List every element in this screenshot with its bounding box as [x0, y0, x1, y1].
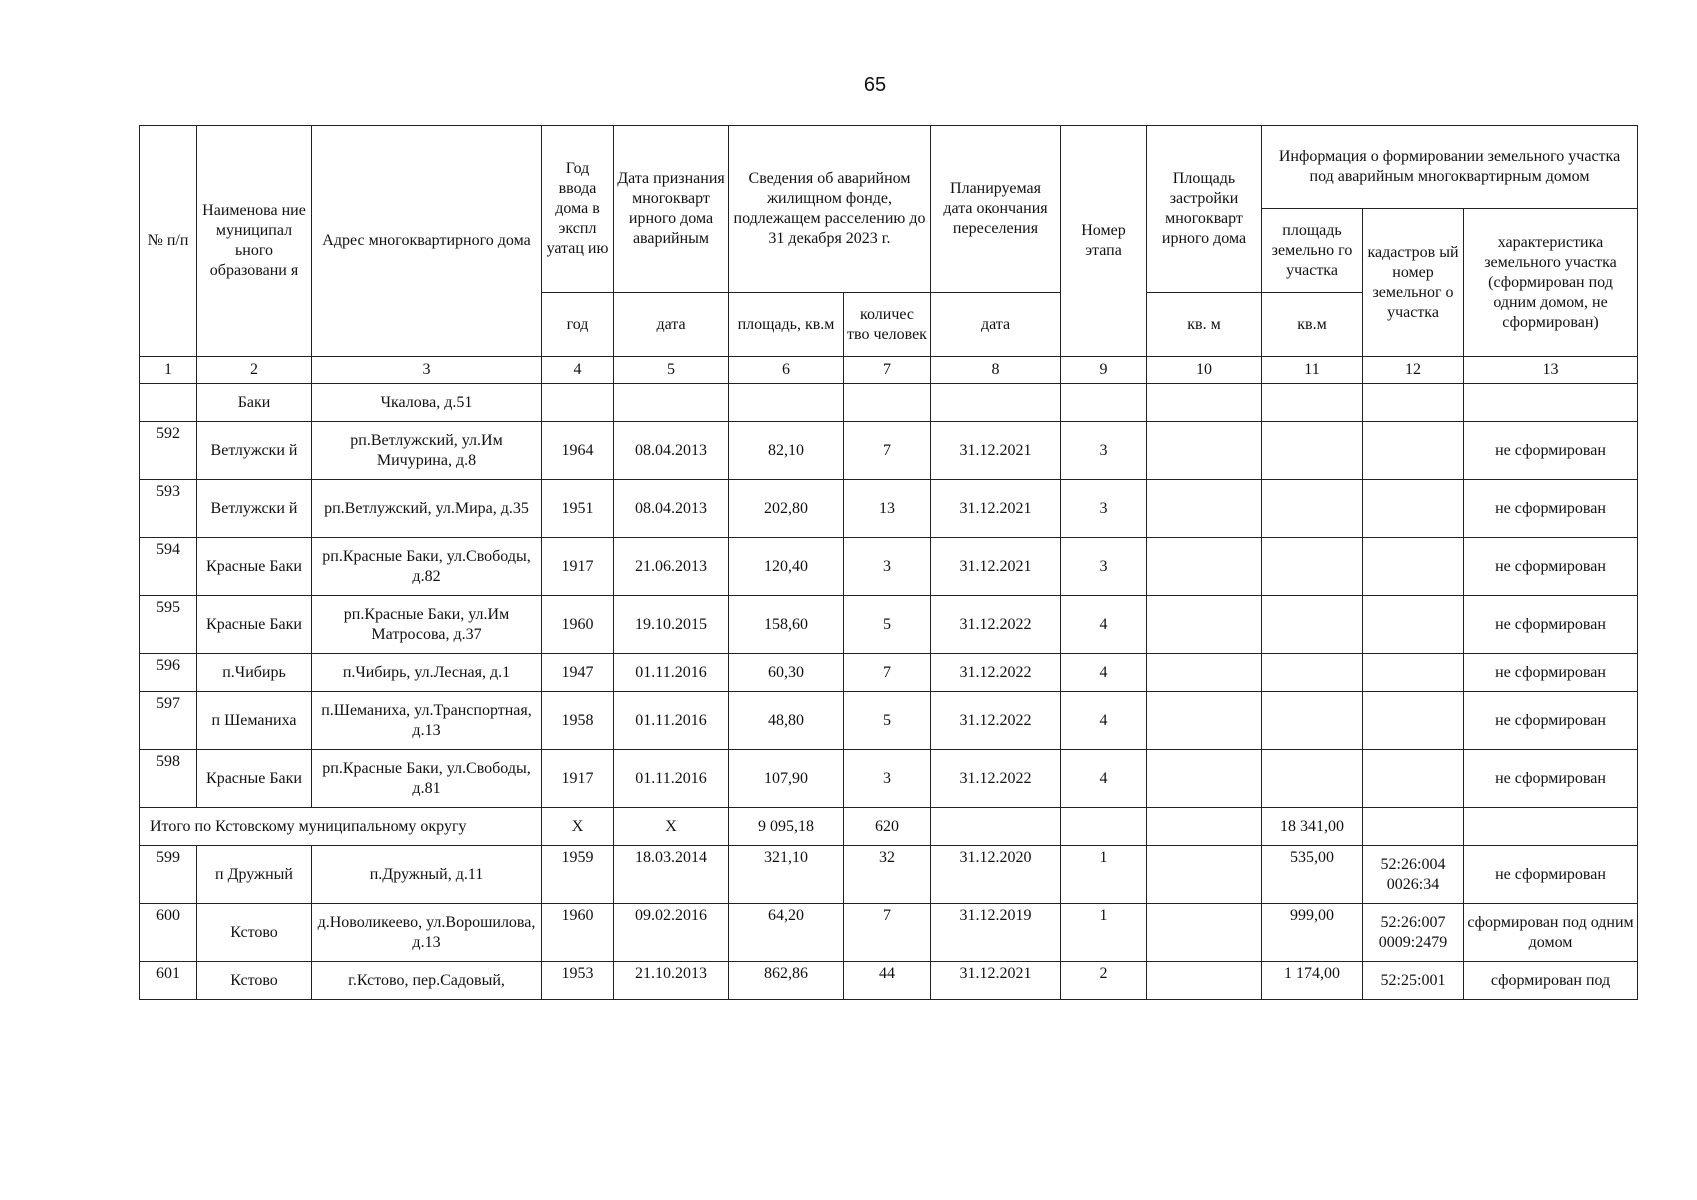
row-stage: 3	[1061, 480, 1147, 538]
header-land-area: площадь земельно го участка	[1262, 209, 1363, 293]
row-building-area	[1147, 422, 1262, 480]
row-recognition-date: 18.03.2014	[614, 846, 729, 904]
row-year	[542, 384, 614, 422]
row-year: 1953	[542, 962, 614, 1000]
header-row-1	[140, 126, 1638, 209]
row-area: 202,80	[729, 480, 844, 538]
header-municipality: Наименова ние муниципал ьного образовани я	[197, 126, 312, 357]
col-number: 11	[1262, 357, 1363, 384]
row-municipality: п.Чибирь	[197, 654, 312, 692]
row-building-area	[1147, 480, 1262, 538]
row-cadastral	[1363, 384, 1464, 422]
row-planned-end: 31.12.2021	[931, 422, 1061, 480]
row-people: 5	[844, 692, 931, 750]
row-number: 600	[140, 904, 197, 962]
header-recognition-date: Дата признания многокварт ирного дома аварийным	[614, 126, 729, 293]
row-address: рп.Ветлужский, ул.Мира, д.35	[312, 480, 542, 538]
col-number: 7	[844, 357, 931, 384]
header-address: Адрес многоквартирного дома	[312, 126, 542, 357]
unit-people: количес тво человек	[844, 293, 931, 357]
row-stage	[1061, 384, 1147, 422]
row-land-char: не сформирован	[1464, 480, 1638, 538]
col-number: 5	[614, 357, 729, 384]
table-row	[140, 538, 1638, 596]
row-land-char: не сформирован	[1464, 750, 1638, 808]
page-number: 65	[863, 74, 887, 96]
row-building-area	[1147, 538, 1262, 596]
row-building-area	[1147, 904, 1262, 962]
row-recognition-date: 09.02.2016	[614, 904, 729, 962]
row-land-char: не сформирован	[1464, 538, 1638, 596]
header-planned-end: Планируемая дата окончания переселения	[931, 126, 1061, 293]
table-row	[140, 480, 1638, 538]
row-land-area	[1262, 596, 1363, 654]
row-address: п.Чибирь, ул.Лесная, д.1	[312, 654, 542, 692]
row-land-char: не сформирован	[1464, 596, 1638, 654]
row-municipality: Ветлужски й	[197, 480, 312, 538]
total-build	[1147, 808, 1262, 846]
table-row	[140, 750, 1638, 808]
row-planned-end: 31.12.2021	[931, 480, 1061, 538]
row-year: 1947	[542, 654, 614, 692]
row-number: 595	[140, 596, 197, 654]
header-land-char: характеристика земельного участка (сформирован под одним домом, не сформирован)	[1464, 209, 1638, 357]
row-planned-end: 31.12.2021	[931, 962, 1061, 1000]
header-stage: Номер этапа	[1061, 126, 1147, 357]
row-land-area	[1262, 538, 1363, 596]
row-cadastral: 52:25:001	[1363, 962, 1464, 1000]
row-area: 120,40	[729, 538, 844, 596]
row-cadastral	[1363, 538, 1464, 596]
row-planned-end: 31.12.2022	[931, 596, 1061, 654]
row-cadastral: 52:26:004 0026:34	[1363, 846, 1464, 904]
row-cadastral	[1363, 692, 1464, 750]
row-recognition-date: 21.10.2013	[614, 962, 729, 1000]
row-year: 1917	[542, 750, 614, 808]
row-people: 7	[844, 904, 931, 962]
col-number: 9	[1061, 357, 1147, 384]
row-number: 598	[140, 750, 197, 808]
row-municipality: п Шеманиха	[197, 692, 312, 750]
row-planned-end: 31.12.2022	[931, 692, 1061, 750]
row-land-char: не сформирован	[1464, 654, 1638, 692]
row-address: рп.Красные Баки, ул.Свободы, д.81	[312, 750, 542, 808]
row-number: 599	[140, 846, 197, 904]
row-recognition-date: 19.10.2015	[614, 596, 729, 654]
unit-year: год	[542, 293, 614, 357]
unit-land-area: кв.м	[1262, 293, 1363, 357]
total-date: X	[614, 808, 729, 846]
row-municipality: Кстово	[197, 962, 312, 1000]
header-land-info: Информация о формировании земельного участка под аварийным многоквартирным домом	[1262, 126, 1638, 209]
row-people: 32	[844, 846, 931, 904]
row-cadastral	[1363, 750, 1464, 808]
col-number: 12	[1363, 357, 1464, 384]
row-area: 48,80	[729, 692, 844, 750]
col-number: 2	[197, 357, 312, 384]
row-address: Чкалова, д.51	[312, 384, 542, 422]
row-year: 1959	[542, 846, 614, 904]
row-recognition-date: 01.11.2016	[614, 654, 729, 692]
col-number: 4	[542, 357, 614, 384]
row-land-area	[1262, 692, 1363, 750]
total-end	[931, 808, 1061, 846]
row-people: 3	[844, 750, 931, 808]
row-area: 82,10	[729, 422, 844, 480]
col-number: 10	[1147, 357, 1262, 384]
row-recognition-date: 08.04.2013	[614, 480, 729, 538]
header-fund-info: Сведения об аварийном жилищном фонде, подлежащем расселению до 31 декабря 2023 г.	[729, 126, 931, 293]
table-row	[140, 596, 1638, 654]
row-stage: 3	[1061, 538, 1147, 596]
row-land-char: сформирован под одним домом	[1464, 904, 1638, 962]
col-number: 6	[729, 357, 844, 384]
total-char	[1464, 808, 1638, 846]
row-area	[729, 384, 844, 422]
row-land-area: 1 174,00	[1262, 962, 1363, 1000]
row-building-area	[1147, 384, 1262, 422]
row-area: 158,60	[729, 596, 844, 654]
row-land-area	[1262, 654, 1363, 692]
row-address: рп.Красные Баки, ул.Им Матросова, д.37	[312, 596, 542, 654]
total-year: X	[542, 808, 614, 846]
total-land: 18 341,00	[1262, 808, 1363, 846]
col-number: 3	[312, 357, 542, 384]
total-people: 620	[844, 808, 931, 846]
unit-area: площадь, кв.м	[729, 293, 844, 357]
row-planned-end: 31.12.2019	[931, 904, 1061, 962]
row-building-area	[1147, 962, 1262, 1000]
row-building-area	[1147, 654, 1262, 692]
row-municipality: Кстово	[197, 904, 312, 962]
row-building-area	[1147, 596, 1262, 654]
row-land-char: не сформирован	[1464, 846, 1638, 904]
header-cadastral: кадастров ый номер земельног о участка	[1363, 209, 1464, 357]
total-cad	[1363, 808, 1464, 846]
row-land-char: не сформирован	[1464, 692, 1638, 750]
row-people: 13	[844, 480, 931, 538]
row-building-area	[1147, 750, 1262, 808]
unit-building-area: кв. м	[1147, 293, 1262, 357]
row-municipality: Красные Баки	[197, 750, 312, 808]
row-area: 60,30	[729, 654, 844, 692]
row-address: п.Дружный, д.11	[312, 846, 542, 904]
table-row	[140, 962, 1638, 1000]
row-stage: 2	[1061, 962, 1147, 1000]
total-label: Итого по Кстовскому муниципальному округу	[140, 808, 542, 846]
header-number: № п/п	[140, 126, 197, 357]
row-planned-end: 31.12.2021	[931, 538, 1061, 596]
row-municipality: Ветлужски й	[197, 422, 312, 480]
col-number: 1	[140, 357, 197, 384]
row-planned-end: 31.12.2022	[931, 654, 1061, 692]
row-area: 862,86	[729, 962, 844, 1000]
row-municipality: п Дружный	[197, 846, 312, 904]
row-people: 3	[844, 538, 931, 596]
row-recognition-date: 21.06.2013	[614, 538, 729, 596]
table-row	[140, 846, 1638, 904]
row-building-area	[1147, 692, 1262, 750]
row-recognition-date: 08.04.2013	[614, 422, 729, 480]
table-row	[140, 692, 1638, 750]
total-area: 9 095,18	[729, 808, 844, 846]
row-cadastral	[1363, 422, 1464, 480]
row-address: д.Новоликеево, ул.Ворошилова, д.13	[312, 904, 542, 962]
col-number: 8	[931, 357, 1061, 384]
total-stage	[1061, 808, 1147, 846]
row-number: 597	[140, 692, 197, 750]
row-area: 321,10	[729, 846, 844, 904]
row-recognition-date	[614, 384, 729, 422]
row-land-area	[1262, 750, 1363, 808]
row-address: рп.Ветлужский, ул.Им Мичурина, д.8	[312, 422, 542, 480]
row-number	[140, 384, 197, 422]
row-people: 7	[844, 422, 931, 480]
header-year: Год ввода дома в экспл уатац ию	[542, 126, 614, 293]
row-land-area: 999,00	[1262, 904, 1363, 962]
row-year: 1951	[542, 480, 614, 538]
row-stage: 4	[1061, 596, 1147, 654]
row-land-area	[1262, 422, 1363, 480]
row-year: 1964	[542, 422, 614, 480]
row-year: 1958	[542, 692, 614, 750]
table-row	[140, 904, 1638, 962]
row-year: 1960	[542, 904, 614, 962]
row-people: 7	[844, 654, 931, 692]
row-stage: 1	[1061, 846, 1147, 904]
row-planned-end: 31.12.2020	[931, 846, 1061, 904]
table-row	[140, 654, 1638, 692]
row-land-char: не сформирован	[1464, 422, 1638, 480]
row-land-char: сформирован под	[1464, 962, 1638, 1000]
row-planned-end	[931, 384, 1061, 422]
row-address: п.Шеманиха, ул.Транспортная, д.13	[312, 692, 542, 750]
row-stage: 1	[1061, 904, 1147, 962]
row-stage: 4	[1061, 654, 1147, 692]
row-municipality: Красные Баки	[197, 538, 312, 596]
row-recognition-date: 01.11.2016	[614, 750, 729, 808]
unit-date: дата	[614, 293, 729, 357]
row-land-area	[1262, 480, 1363, 538]
row-area: 107,90	[729, 750, 844, 808]
row-stage: 4	[1061, 750, 1147, 808]
row-number: 592	[140, 422, 197, 480]
row-number: 601	[140, 962, 197, 1000]
row-people	[844, 384, 931, 422]
row-planned-end: 31.12.2022	[931, 750, 1061, 808]
emergency-housing-table	[139, 125, 1638, 1000]
row-land-char	[1464, 384, 1638, 422]
row-building-area	[1147, 846, 1262, 904]
row-number: 596	[140, 654, 197, 692]
row-recognition-date: 01.11.2016	[614, 692, 729, 750]
row-area: 64,20	[729, 904, 844, 962]
table-row	[140, 422, 1638, 480]
row-year: 1917	[542, 538, 614, 596]
row-year: 1960	[542, 596, 614, 654]
table-row	[140, 384, 1638, 422]
row-cadastral	[1363, 596, 1464, 654]
row-stage: 4	[1061, 692, 1147, 750]
row-stage: 3	[1061, 422, 1147, 480]
col-number: 13	[1464, 357, 1638, 384]
row-cadastral	[1363, 480, 1464, 538]
row-municipality: Красные Баки	[197, 596, 312, 654]
row-people: 44	[844, 962, 931, 1000]
row-number: 593	[140, 480, 197, 538]
unit-end-date: дата	[931, 293, 1061, 357]
total-row	[140, 808, 1638, 846]
row-cadastral: 52:26:007 0009:2479	[1363, 904, 1464, 962]
row-number: 594	[140, 538, 197, 596]
row-people: 5	[844, 596, 931, 654]
row-municipality: Баки	[197, 384, 312, 422]
row-address: рп.Красные Баки, ул.Свободы, д.82	[312, 538, 542, 596]
column-numbers-row	[140, 357, 1638, 384]
header-building-area: Площадь застройки многокварт ирного дома	[1147, 126, 1262, 293]
row-cadastral	[1363, 654, 1464, 692]
row-land-area: 535,00	[1262, 846, 1363, 904]
row-address: г.Кстово, пер.Садовый,	[312, 962, 542, 1000]
row-land-area	[1262, 384, 1363, 422]
